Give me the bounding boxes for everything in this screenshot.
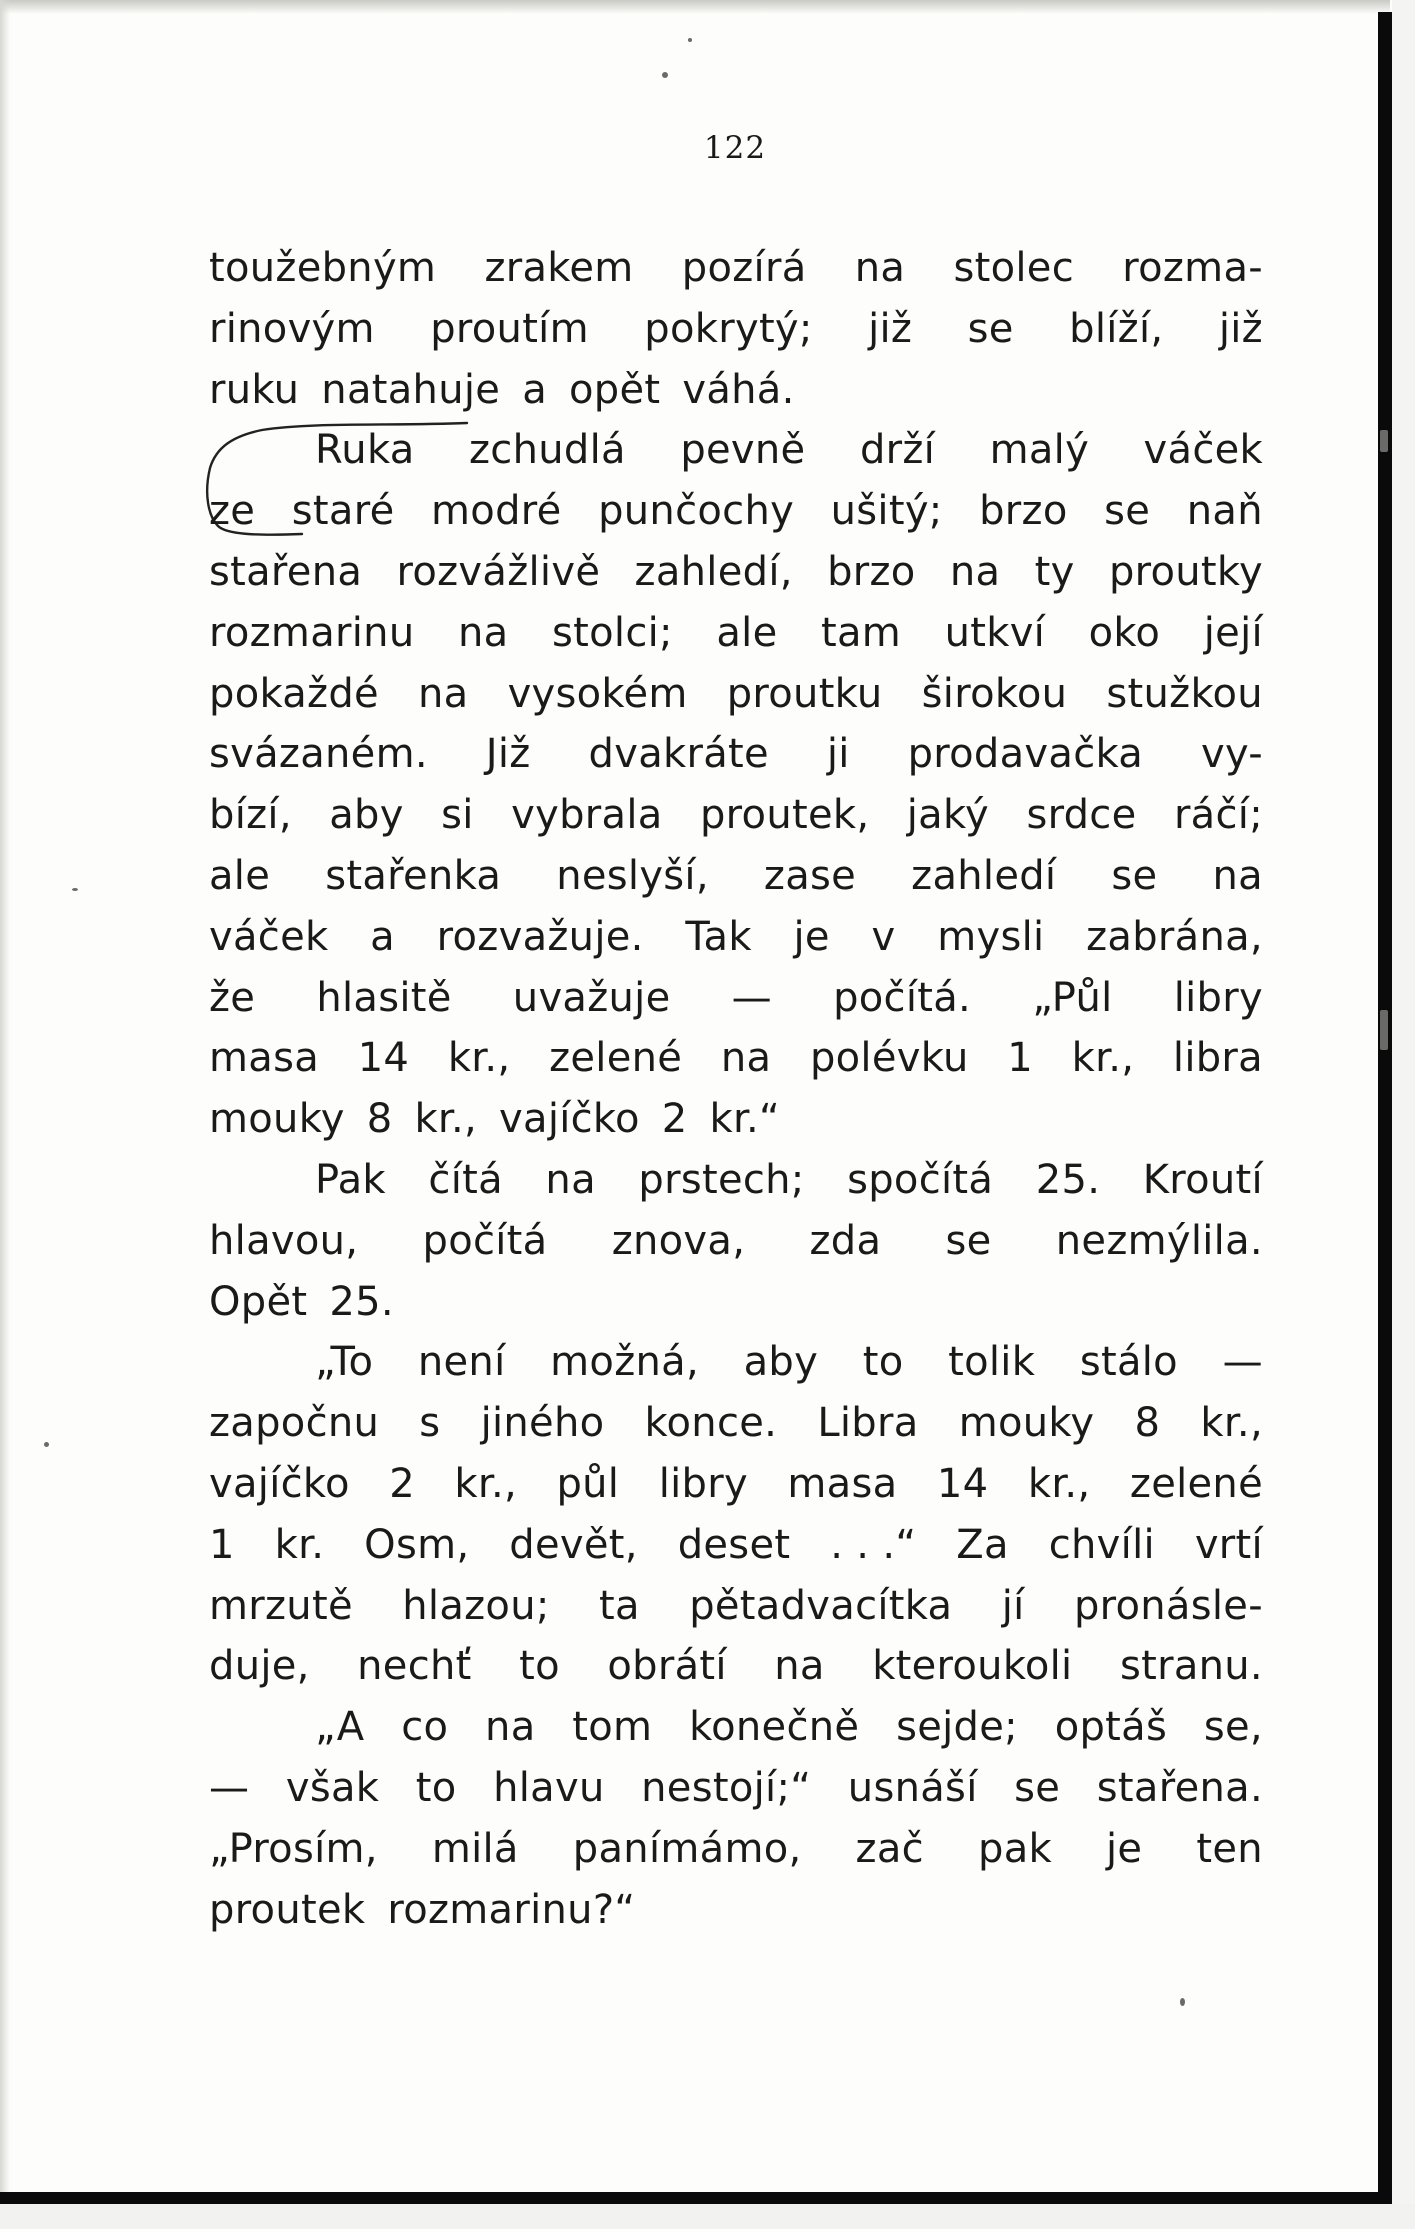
word: počítá. <box>833 974 972 1021</box>
word: libry <box>658 1460 748 1507</box>
word: se <box>1014 1764 1061 1811</box>
word: na <box>949 548 1001 595</box>
word: hlavu <box>493 1764 605 1811</box>
word: optáš <box>1054 1704 1168 1751</box>
word: pak <box>978 1825 1052 1872</box>
word: proutku <box>726 670 883 717</box>
word: na <box>545 1156 596 1203</box>
page-bottom-border <box>0 2192 1392 2204</box>
word: stolec <box>953 245 1074 291</box>
word: na <box>720 1035 772 1082</box>
word: si <box>441 792 474 839</box>
word: devět, <box>509 1521 638 1568</box>
word: natahuje <box>321 366 501 413</box>
word: prstech; <box>638 1156 805 1203</box>
word: s <box>419 1400 441 1447</box>
word: srdce <box>1026 792 1137 839</box>
word: je <box>793 913 830 960</box>
ink-speck <box>44 1442 49 1447</box>
text-line <box>209 1089 1263 1150</box>
word: kr.“ <box>709 1096 781 1143</box>
word: půl <box>556 1460 620 1507</box>
word: spočítá <box>847 1156 994 1203</box>
word: rozvážlivě <box>396 548 601 595</box>
word: to <box>415 1764 457 1811</box>
word: Tak <box>685 913 752 960</box>
word: mysli <box>937 913 1045 960</box>
word: a <box>522 366 547 413</box>
ink-speck <box>72 888 78 891</box>
ink-speck <box>662 72 668 78</box>
word: 25. <box>1035 1156 1101 1203</box>
word: váček <box>1143 427 1263 474</box>
text-line <box>209 1393 1263 1454</box>
word: kr., <box>414 1096 478 1143</box>
word: zahledí, <box>634 548 793 595</box>
text-line <box>209 542 1263 603</box>
word: punčochy <box>598 488 795 535</box>
word: počítá <box>422 1217 548 1264</box>
word: že <box>209 974 256 1021</box>
word: není <box>417 1339 506 1386</box>
word: uvažuje <box>512 974 671 1021</box>
word: masa <box>787 1460 898 1507</box>
word: Opět <box>209 1278 308 1325</box>
word: se <box>1111 852 1158 899</box>
word: tom <box>572 1704 653 1751</box>
word: aby <box>743 1339 819 1386</box>
word: stařenka <box>325 852 502 899</box>
word: panímámo, <box>572 1825 802 1872</box>
word: brzo <box>979 488 1068 535</box>
text-line <box>209 238 1263 299</box>
word: váček <box>209 913 329 960</box>
word: Libra <box>817 1400 919 1447</box>
word: pronásle- <box>1073 1582 1263 1629</box>
text-line <box>209 1880 1263 1941</box>
word: na <box>418 670 469 717</box>
word: toužebným <box>209 245 437 291</box>
word: ta <box>599 1582 640 1629</box>
word: je <box>1106 1825 1143 1872</box>
body-text <box>209 238 1263 1940</box>
word: ten <box>1196 1825 1263 1872</box>
word: ji <box>826 731 850 778</box>
word: rozmarinu <box>209 609 415 656</box>
word: svázaném. <box>209 731 428 778</box>
word: však <box>285 1764 380 1811</box>
word: Kroutí <box>1142 1156 1263 1203</box>
word: kr. <box>274 1521 325 1568</box>
word: proutky <box>1108 548 1263 595</box>
word: brzo <box>827 548 916 595</box>
word: aby <box>329 792 404 839</box>
word: 8 <box>366 1096 393 1143</box>
word: v <box>871 913 896 960</box>
word: „Prosím, <box>209 1825 378 1872</box>
word: 1 <box>209 1521 235 1568</box>
text-line <box>209 724 1263 785</box>
text-line <box>209 1819 1263 1880</box>
word: opět <box>569 366 661 413</box>
word: zelené <box>1129 1460 1263 1507</box>
word: rozmarinu?“ <box>387 1886 636 1933</box>
word: Za <box>956 1521 1009 1568</box>
word: započnu <box>209 1400 380 1447</box>
text-line <box>209 968 1263 1029</box>
word: drží <box>859 427 936 474</box>
ink-speck <box>1380 430 1388 452</box>
word: obrátí <box>607 1643 727 1690</box>
word: její <box>1203 609 1263 656</box>
word: 14 <box>357 1035 410 1082</box>
word: nezmýlila. <box>1055 1217 1263 1264</box>
word: rinovým <box>209 305 375 352</box>
word: polévku <box>809 1035 969 1082</box>
word: stařena <box>209 548 363 595</box>
word: mrzutě <box>209 1582 353 1629</box>
text-line <box>209 1515 1263 1576</box>
text-line <box>209 664 1263 725</box>
word: pozírá <box>681 245 807 291</box>
word: utkví <box>944 609 1046 656</box>
text-line <box>209 907 1263 968</box>
word: stužkou <box>1106 670 1263 717</box>
word: vajíčko <box>209 1460 350 1507</box>
word: hlavou, <box>209 1217 359 1264</box>
text-line <box>209 1272 1263 1333</box>
word: Ruka <box>315 427 415 474</box>
word: usnáší <box>847 1764 978 1811</box>
word: na <box>854 245 906 291</box>
word: se, <box>1203 1704 1263 1751</box>
page-left-edge <box>0 0 10 2229</box>
word: prodavačka <box>907 731 1144 778</box>
word: . . .“ <box>830 1521 917 1568</box>
word: vysokém <box>507 670 688 717</box>
word: ráčí; <box>1173 792 1263 839</box>
word: 2 <box>389 1460 415 1507</box>
word: — <box>731 974 772 1021</box>
word: pokrytý; <box>644 305 813 352</box>
word: 2 <box>661 1096 688 1143</box>
word: malý <box>989 427 1090 474</box>
word: oko <box>1088 609 1161 656</box>
word: zabrána, <box>1086 913 1263 960</box>
ink-speck <box>1380 1010 1388 1050</box>
ink-speck <box>688 38 692 42</box>
word: „A <box>315 1704 365 1751</box>
word: nechť <box>357 1643 472 1690</box>
word: ale <box>209 852 271 899</box>
word: neslyší, <box>556 852 709 899</box>
word: zrakem <box>484 245 634 291</box>
text-line <box>209 1636 1263 1697</box>
word: znova, <box>611 1217 746 1264</box>
text-line <box>209 360 1263 421</box>
word: konečně <box>689 1704 860 1751</box>
word: kr., <box>447 1035 511 1082</box>
word: chvíli <box>1048 1521 1155 1568</box>
word: vajíčko <box>499 1096 640 1143</box>
word: modré <box>431 488 562 535</box>
word: na <box>774 1643 825 1690</box>
text-line <box>209 299 1263 360</box>
word: hlazou; <box>402 1582 550 1629</box>
word: duje, <box>209 1643 310 1690</box>
word: pětadvacítka <box>689 1582 953 1629</box>
text-line <box>209 846 1263 907</box>
word: na <box>1212 852 1263 899</box>
word: kteroukoli <box>872 1643 1073 1690</box>
text-line <box>209 603 1263 664</box>
word: mouky <box>209 1096 345 1143</box>
word: pevně <box>680 427 806 474</box>
word: „Půl <box>1032 974 1113 1021</box>
word: ušitý; <box>830 488 943 535</box>
word: tolik <box>948 1339 1036 1386</box>
word: ty <box>1034 548 1075 595</box>
page-top-edge <box>0 0 1390 14</box>
word: jiného <box>480 1400 605 1447</box>
word: zahledí <box>911 852 1057 899</box>
word: zchudlá <box>469 427 626 474</box>
text-line <box>209 420 1263 481</box>
word: proutím <box>430 305 589 352</box>
text-line <box>209 481 1263 542</box>
word: ze <box>209 488 256 535</box>
text-line <box>209 785 1263 846</box>
word: mouky <box>958 1400 1095 1447</box>
word: 8 <box>1134 1400 1161 1447</box>
word: váhá. <box>682 366 795 413</box>
word: rozvažuje. <box>436 913 644 960</box>
word: staré <box>291 488 395 535</box>
word: stranu. <box>1119 1643 1263 1690</box>
text-line <box>209 1454 1263 1515</box>
text-line <box>209 1758 1263 1819</box>
word: kr., <box>1200 1400 1263 1447</box>
text-line <box>209 1332 1263 1393</box>
word: možná, <box>550 1339 699 1386</box>
word: to <box>519 1643 560 1690</box>
word: jaký <box>906 792 990 839</box>
word: se <box>945 1217 992 1264</box>
text-line <box>209 1576 1263 1637</box>
page-number: 122 <box>703 130 767 166</box>
word: zelené <box>549 1035 683 1082</box>
text-line <box>209 1150 1263 1211</box>
word: již <box>868 305 913 352</box>
word: kr., <box>1071 1035 1135 1082</box>
word: již <box>1218 305 1263 352</box>
word: deset <box>677 1521 791 1568</box>
word: kr., <box>454 1460 517 1507</box>
word: sejde; <box>896 1704 1018 1751</box>
word: 25. <box>329 1278 394 1325</box>
text-line <box>209 1211 1263 1272</box>
word: jí <box>1001 1582 1025 1629</box>
word: se <box>967 305 1014 352</box>
word: vy- <box>1201 731 1263 778</box>
word: a <box>370 913 395 960</box>
text-line <box>209 1028 1263 1089</box>
word: „To <box>315 1339 374 1386</box>
text-line <box>209 1697 1263 1758</box>
word: pokaždé <box>209 670 379 717</box>
word: — <box>1222 1339 1263 1386</box>
word: stařena. <box>1096 1764 1263 1811</box>
word: na <box>485 1704 536 1751</box>
word: zač <box>855 1825 924 1872</box>
word: zase <box>763 852 857 899</box>
word: stálo <box>1079 1339 1178 1386</box>
word: naň <box>1186 488 1263 535</box>
word: ale <box>716 609 778 656</box>
page-right-border <box>1378 12 1392 2192</box>
word: vybrala <box>511 792 663 839</box>
word: na <box>458 609 509 656</box>
word: proutek <box>209 1886 366 1933</box>
word: ruku <box>209 366 300 413</box>
page-right-margin <box>1392 0 1415 2229</box>
word: zda <box>809 1217 882 1264</box>
word: dvakráte <box>588 731 769 778</box>
word: Pak <box>315 1156 386 1203</box>
word: čítá <box>428 1156 503 1203</box>
word: co <box>401 1704 449 1751</box>
word: 14 <box>936 1460 989 1507</box>
word: milá <box>431 1825 519 1872</box>
word: proutek, <box>699 792 870 839</box>
word: masa <box>209 1035 320 1082</box>
word: kr., <box>1027 1460 1091 1507</box>
word: rozma- <box>1122 245 1263 291</box>
word: nestojí;“ <box>641 1764 812 1811</box>
word: blíží, <box>1069 305 1164 352</box>
word: Osm, <box>364 1521 470 1568</box>
word: konce. <box>644 1400 778 1447</box>
word: širokou <box>921 670 1068 717</box>
word: to <box>862 1339 904 1386</box>
word: — <box>209 1764 250 1811</box>
word: 1 <box>1007 1035 1034 1082</box>
word: Již <box>485 731 531 778</box>
word: se <box>1104 488 1151 535</box>
word: libra <box>1172 1035 1263 1082</box>
word: tam <box>821 609 902 656</box>
word: bízí, <box>209 792 292 839</box>
word: vrtí <box>1194 1521 1263 1568</box>
word: hlasitě <box>316 974 452 1021</box>
page-bottom-margin <box>0 2204 1415 2229</box>
ink-speck <box>1180 1998 1185 2006</box>
word: libry <box>1173 974 1263 1021</box>
word: stolci; <box>552 609 673 656</box>
